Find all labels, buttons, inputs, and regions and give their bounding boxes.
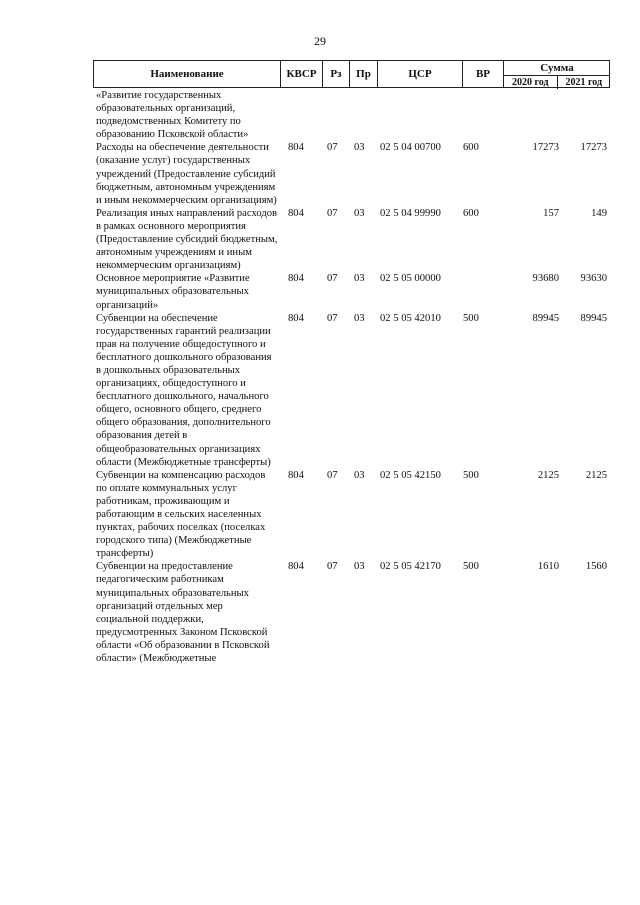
table-body [93,89,610,665]
table-row [93,560,610,665]
header-sum-group [504,61,610,87]
row-kvsr: 804 [288,142,304,154]
row-pr: 03 [354,469,365,481]
row-kvsr: 804 [288,561,304,573]
row-csr: 02 5 05 00000 [380,273,441,285]
row-csr: 02 5 04 99990 [380,207,441,219]
row-kvsr: 804 [288,273,304,285]
header-csr: ЦСР [378,61,463,87]
row-sum-2020: 1610 [537,561,559,573]
table-row [93,469,610,561]
row-sum-2021: 89945 [580,312,607,324]
row-name: «Развитие государственных образовательных организаций, подведомственных Комитету по образованию Псковской области» [96,90,249,141]
table-row [93,312,610,469]
header-rz: Рз [323,61,350,87]
row-rz: 07 [327,273,338,285]
table-row [93,141,610,206]
header-year-2021: 2021 год [565,77,603,88]
row-sum-2021: 2125 [585,469,607,481]
row-rz: 07 [327,207,338,219]
row-sum-2021: 17273 [580,142,607,154]
row-name: Расходы на обеспечение деятельности (оказание услуг) государственных учреждений (Предоставление субсидий бюджетным, автономным учреждениям и иным некоммерческим организациям) [96,142,277,206]
row-pr: 03 [354,312,365,324]
row-rz: 07 [327,142,338,154]
row-vr: 500 [463,312,479,324]
table-header [93,60,610,88]
header-name: Наименование [94,61,281,87]
row-sum-2020: 17273 [532,142,559,154]
header-year-2020: 2020 год [504,76,558,89]
row-vr: 500 [463,469,479,481]
row-sum-2021: 149 [591,207,607,219]
row-vr: 500 [463,561,479,573]
row-pr: 03 [354,142,365,154]
row-pr: 03 [354,207,365,219]
row-csr: 02 5 05 42010 [380,312,441,324]
row-sum-2020: 93680 [532,273,559,285]
row-kvsr: 804 [288,469,304,481]
row-sum-2020: 89945 [532,312,559,324]
page-number: 29 [314,34,326,48]
table-row [93,89,610,141]
table-row [93,207,610,272]
header-vr: ВР [463,61,504,87]
header-kvsr: КВСР [281,61,323,87]
row-sum-2021: 93630 [580,273,607,285]
row-kvsr: 804 [288,207,304,219]
row-rz: 07 [327,469,338,481]
header-pr: Пр [350,61,378,87]
row-kvsr: 804 [288,312,304,324]
row-sum-2021: 1560 [585,561,607,573]
table-row [93,272,610,311]
row-csr: 02 5 04 00700 [380,142,441,154]
row-name: Субвенции на предоставление педагогическим работникам муниципальных образовательных организаций отдельных мер социальной поддержки, предусмотренных Законом Псковской области «Об образовании в Псковской области» (Межбюджетные [96,561,270,665]
row-pr: 03 [354,561,365,573]
row-sum-2020: 157 [543,207,559,219]
row-pr: 03 [354,273,365,285]
row-name: Основное мероприятие «Развитие муниципальных образовательных организаций» [96,273,250,311]
header-sum: Сумма [504,61,610,76]
row-csr: 02 5 05 42170 [380,561,441,573]
row-vr: 600 [463,207,479,219]
row-name: Субвенции на компенсацию расходов по оплате коммунальных услуг работникам, проживающим и работающим в сельских населенных пунктах, рабочих поселках (поселках городского типа) (Межбюджетные трансферты) [96,469,266,560]
row-csr: 02 5 05 42150 [380,469,441,481]
row-vr: 600 [463,142,479,154]
row-name: Субвенции на обеспечение государственных гарантий реализации прав на получение общедоступного и бесплатного дошкольного образования в дошкольных образовательных организациях, общедоступного и бесплатного дошкольного, начального общего, основного общего, среднего общего образования, дополнительного образования детей в общеобразовательных организациях области (Межбюджетные трансферты) [96,312,272,468]
row-rz: 07 [327,312,338,324]
row-name: Реализация иных направлений расходов в рамках основного мероприятия (Предоставление субсидий бюджетным, автономным учреждениям и иным некоммерческим организациям) [96,207,278,272]
row-rz: 07 [327,561,338,573]
row-sum-2020: 2125 [537,469,559,481]
